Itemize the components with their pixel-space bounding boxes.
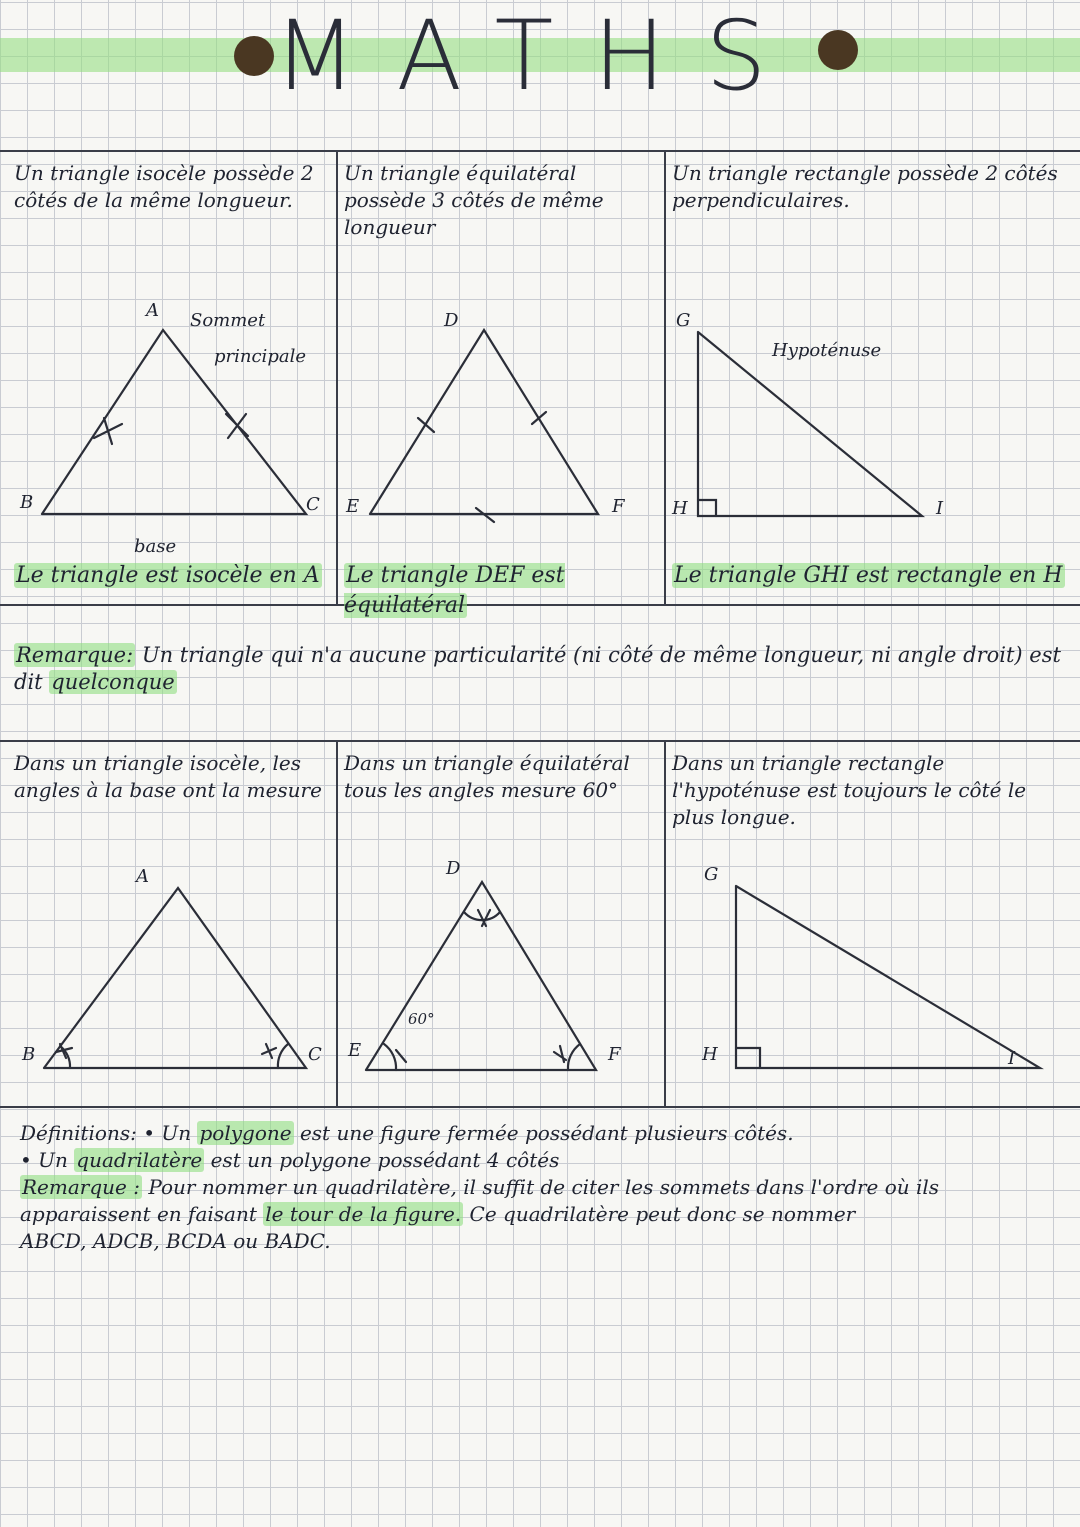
isosceles2-label-a: A — [136, 866, 149, 887]
equilateral2-label-e: E — [348, 1040, 362, 1061]
remark-quelconque: Remarque: Un triangle qui n'a aucune particularité (ni côté de même longueur, ni angle droit) est dit quelconque — [14, 643, 1061, 694]
equilateral-definition: Un triangle équilatéral possède 3 côtés de même longueur — [344, 161, 604, 239]
equilateral-triangle — [370, 330, 598, 522]
equilateral-label-f: F — [612, 496, 625, 517]
equilateral-triangle-angles — [366, 882, 596, 1070]
right2-label-g: G — [704, 864, 719, 885]
isosceles-label-a: A — [146, 300, 159, 321]
equilateral2-label-d: D — [446, 858, 461, 879]
label-sommet: Sommet — [190, 310, 266, 331]
isosceles-angles-property: Dans un triangle isocèle, les angles à la base ont la mesure — [14, 751, 322, 802]
right2-label-h: H — [702, 1044, 718, 1065]
page-title: MATHS — [273, 0, 807, 112]
remark-quadrilatere: Remarque : Pour nommer un quadrilatère, il suffit de citer les sommets dans l'ordre où ils apparaissent en faisant le tour de la figure. Ce quadrilatère peut donc se nommer — [20, 1175, 940, 1226]
right-triangle — [698, 332, 922, 516]
right-triangle-caption: Le triangle GHI est rectangle en H — [674, 563, 1063, 588]
equilateral-label-d: D — [444, 310, 459, 331]
right-label-g: G — [676, 310, 691, 331]
definition-polygone: Définitions: • Un polygone est une figure fermée possédant plusieurs côtés. — [20, 1121, 794, 1145]
right-triangle-2 — [736, 886, 1040, 1068]
angle-60-label: 60° — [408, 1010, 435, 1028]
isosceles-triangle-angles — [44, 888, 306, 1068]
label-base: base — [134, 536, 177, 557]
equilateral-angles-property: Dans un triangle équilatéral tous les angles mesure 60° — [344, 751, 630, 802]
isosceles2-label-b: B — [22, 1044, 36, 1065]
equilateral-caption: Le triangle DEF est équilatéral — [344, 563, 565, 618]
right-label-h: H — [672, 498, 688, 519]
quadrilatere-names: ABCD, ADCB, BCDA ou BADC. — [20, 1229, 331, 1253]
hypotenuse-property: Dans un triangle rectangle l'hypoténuse est toujours le côté le plus longue. — [672, 751, 1027, 829]
isosceles-label-b: B — [20, 492, 34, 513]
isosceles-caption: Le triangle est isocèle en A — [16, 563, 320, 588]
isosceles2-label-c: C — [308, 1044, 322, 1065]
equilateral-label-e: E — [346, 496, 360, 517]
label-hypotenuse: Hypoténuse — [772, 340, 882, 361]
equilateral2-label-f: F — [608, 1044, 621, 1065]
definition-quadrilatere: • Un quadrilatère est un polygone possédant 4 côtés — [20, 1148, 560, 1172]
right-triangle-definition: Un triangle rectangle possède 2 côtés perpendiculaires. — [672, 161, 1058, 212]
isosceles-triangle — [42, 330, 306, 514]
label-principale: principale — [214, 346, 306, 367]
isosceles-label-c: C — [306, 494, 320, 515]
right-label-i: I — [936, 498, 944, 519]
right2-label-i: I — [1008, 1048, 1016, 1069]
isosceles-definition: Un triangle isocèle possède 2 côtés de la même longueur. — [14, 161, 314, 212]
